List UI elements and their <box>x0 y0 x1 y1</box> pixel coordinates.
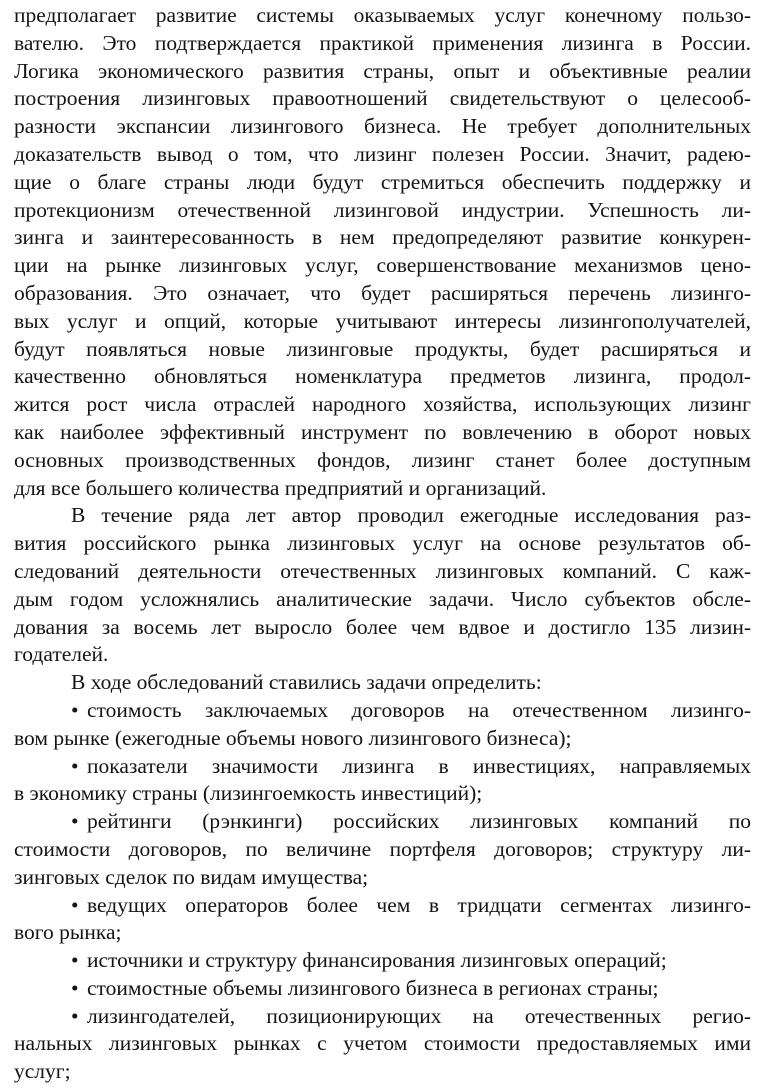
text-line: ции на рынке лизинговых услуг, совершенствование механизмов цено- <box>14 253 751 278</box>
text-line: дым годом усложнялись аналитические задачи. Число субъектов обсле- <box>14 586 751 611</box>
bullet-icon: • <box>71 975 79 1000</box>
text-line: годателей. <box>14 642 109 667</box>
list-item-text: источники и структуру финансирования лизинговых операций; <box>87 948 667 973</box>
list-item-text: ведущих операторов более чем в тридцати сегментах лизинго- <box>87 892 751 917</box>
list-item <box>14 947 751 975</box>
list-item-line <box>14 753 751 781</box>
text-line: доказательств вывод о том, что лизинг полезен России. Значит, радею- <box>14 141 751 166</box>
paragraph-1 <box>14 2 751 502</box>
text-line: предполагает развитие системы оказываемых услуг конечному пользо- <box>14 3 751 27</box>
list-item-line <box>14 1003 751 1031</box>
bullet-icon: • <box>71 1003 79 1028</box>
list-item-line: вом рынке (ежегодные объемы нового лизингового бизнеса); <box>14 725 572 750</box>
list-item-line <box>14 808 751 836</box>
list-item-line <box>14 947 751 975</box>
list-intro <box>14 669 751 697</box>
text-line: построения лизинговых правоотношений свидетельствуют о целесооб- <box>14 86 751 111</box>
list-item <box>14 753 751 809</box>
task-list <box>14 697 751 1086</box>
list-item <box>14 892 751 948</box>
list-item <box>14 808 751 891</box>
list-item-line: вого рынка; <box>14 920 122 945</box>
text-line: будут появляться новые лизинговые продукты, будет расширяться и <box>14 336 751 361</box>
text-line: следований деятельности отечественных лизинговых компаний. С каж- <box>14 558 751 583</box>
text-line: В течение ряда лет автор проводил ежегодные исследования раз- <box>71 503 751 528</box>
list-item-line <box>14 975 751 1003</box>
list-item-line <box>14 892 751 920</box>
text-line: разности экспансии лизингового бизнеса. Не требует дополнительных <box>14 114 751 139</box>
list-intro-text: В ходе обследований ставились задачи определить: <box>71 670 542 695</box>
paragraph-2 <box>14 502 751 669</box>
list-item-text: лизингодателей, позиционирующих на отечественных регио- <box>87 1003 751 1028</box>
text-line: зинга и заинтересованность в нем предопределяют развитие конкурен- <box>14 225 751 250</box>
list-item <box>14 697 751 753</box>
list-item-line <box>14 697 751 725</box>
bullet-icon: • <box>71 697 79 722</box>
text-line: качественно обновляться номенклатура предметов лизинга, продол- <box>14 364 751 389</box>
list-item <box>14 1003 751 1086</box>
text-line: вития российского рынка лизинговых услуг на основе результатов об- <box>14 531 751 556</box>
text-line: дования за восемь лет выросло более чем вдвое и достигло 135 лизин- <box>14 614 751 639</box>
text-line: как наиболее эффективный инструмент по вовлечению в оборот новых <box>14 419 751 444</box>
list-item-line: зинговых сделок по видам имущества; <box>14 864 369 889</box>
bullet-icon: • <box>71 948 79 973</box>
text-line: Логика экономического развития страны, опыт и объективные реалии <box>14 58 751 83</box>
text-line: вателю. Это подтверждается практикой применения лизинга в России. <box>14 30 751 55</box>
bullet-icon: • <box>71 753 79 778</box>
list-item-text: стоимостные объемы лизингового бизнеса в регионах страны; <box>87 975 659 1000</box>
document-page <box>14 2 751 1086</box>
text-line: образования. Это означает, что будет расширяться перечень лизинго- <box>14 280 751 305</box>
bullet-icon: • <box>71 809 79 834</box>
list-item-text: показатели значимости лизинга в инвестициях, направляемых <box>87 753 751 778</box>
list-item <box>14 975 751 1003</box>
bullet-icon: • <box>71 892 79 917</box>
list-item-line: стоимости договоров, по величине портфеля договоров; структуру ли- <box>14 836 751 861</box>
list-item-line: услуг; <box>14 1059 71 1084</box>
list-item-text: рейтинги (рэнкинги) российских лизинговых компаний по <box>87 809 751 834</box>
text-line: для все большего количества предприятий и организаций. <box>14 475 547 500</box>
text-line: вых услуг и опций, которые учитывают интересы лизингополучателей, <box>14 308 751 333</box>
text-line: щие о благе страны люди будут стремиться обеспечить поддержку и <box>14 169 751 194</box>
text-line: основных производственных фондов, лизинг станет более доступным <box>14 447 751 472</box>
text-line: протекционизм отечественной лизинговой индустрии. Успешность ли- <box>14 197 751 222</box>
list-item-line: нальных лизинговых рынках с учетом стоимости предоставляемых ими <box>14 1031 751 1056</box>
list-item-text: стоимость заключаемых договоров на отечественном лизинго- <box>87 697 751 722</box>
list-item-line: в экономику страны (лизингоемкость инвестиций); <box>14 781 483 806</box>
text-line: жится рост числа отраслей народного хозяйства, использующих лизинг <box>14 392 751 417</box>
